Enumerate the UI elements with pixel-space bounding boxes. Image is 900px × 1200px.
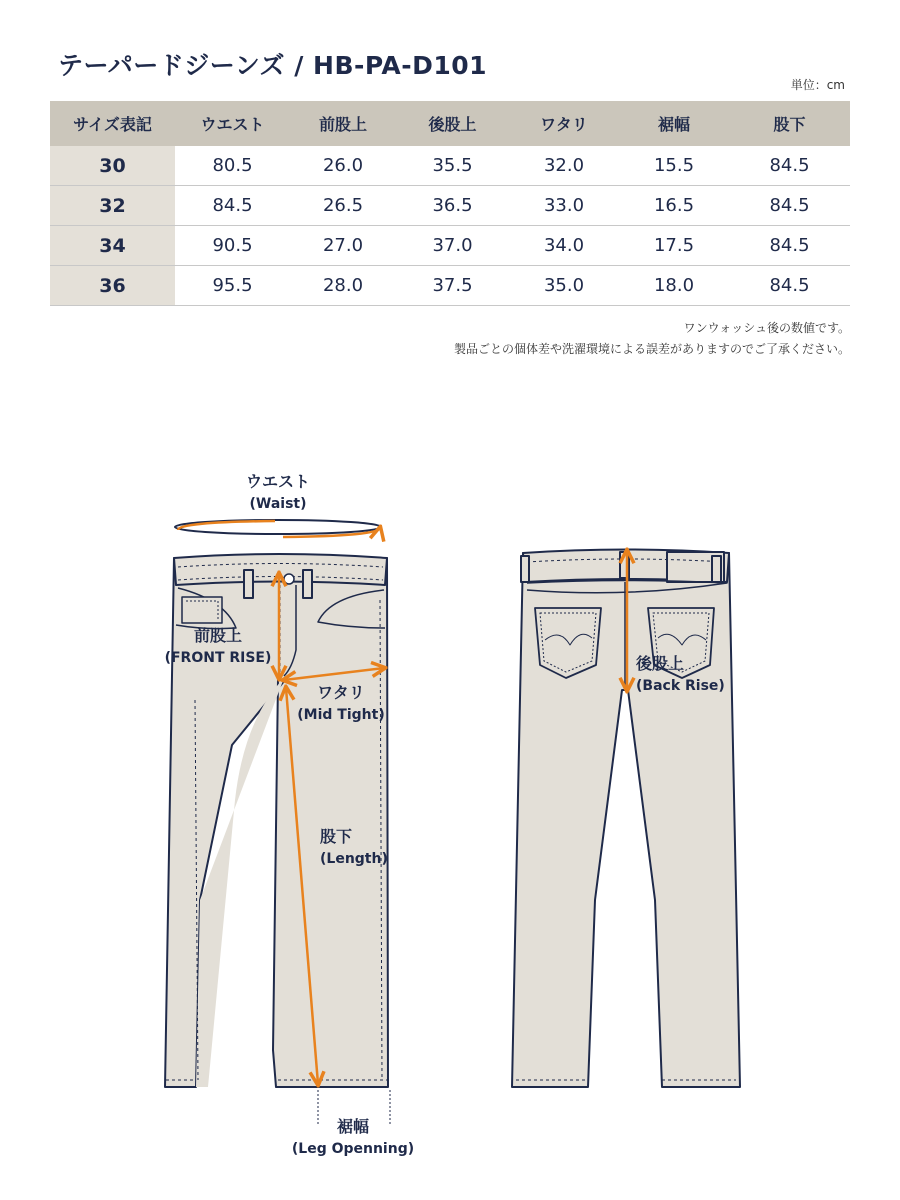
- table-cell: 15.5: [619, 146, 729, 186]
- table-cell: 95.5: [175, 266, 290, 306]
- length-label: [320, 826, 390, 870]
- size-cell: 34: [50, 226, 175, 266]
- header-size: サイズ表記: [50, 101, 175, 146]
- table-cell: 80.5: [175, 146, 290, 186]
- note-wash: ワンウォッシュ後の数値です。: [683, 321, 850, 335]
- note-variance: 製品ごとの個体差や洗濯環境による誤差がありますのでご了承ください。: [453, 342, 850, 356]
- back-rise-label-jp: 後股上: [636, 654, 685, 673]
- table-cell: 34.0: [509, 226, 619, 266]
- header-length: 股下: [729, 101, 850, 146]
- header-leg-opening: 裾幅: [619, 101, 729, 146]
- table-cell: 33.0: [509, 186, 619, 226]
- front-jeans-illustration: [165, 520, 388, 1087]
- belt-loop: [521, 556, 529, 582]
- table-cell: 37.0: [396, 226, 509, 266]
- header-back-rise: 後股上: [396, 101, 509, 146]
- belt-loop: [244, 570, 253, 598]
- front-waistband: [174, 554, 387, 585]
- header-waist: ウエスト: [175, 101, 290, 146]
- table-cell: 36.5: [396, 186, 509, 226]
- length-label-jp: 股下: [320, 827, 353, 846]
- table-cell: 35.5: [396, 146, 509, 186]
- front-rise-label-en: (FRONT RISE): [164, 650, 272, 666]
- waist-label-jp: ウエスト: [245, 472, 310, 491]
- table-cell: 84.5: [175, 186, 290, 226]
- header-mid-tight: ワタリ: [509, 101, 619, 146]
- table-cell: 37.5: [396, 266, 509, 306]
- belt-loop: [303, 570, 312, 598]
- page-title: テーパードジーンズ / HB-PA-D101: [58, 51, 488, 80]
- mid-tight-label-jp: ワタリ: [317, 683, 365, 702]
- table-cell: 90.5: [175, 226, 290, 266]
- mid-tight-label: [295, 682, 387, 726]
- mid-tight-label-en: (Mid Tight): [297, 707, 385, 723]
- size-cell: 36: [50, 266, 175, 306]
- table-cell: 32.0: [509, 146, 619, 186]
- table-cell: 28.0: [290, 266, 396, 306]
- table-cell: 84.5: [729, 226, 850, 266]
- button-icon: [284, 574, 294, 584]
- table-cell: 16.5: [619, 186, 729, 226]
- front-rise-label: [158, 625, 278, 669]
- table-cell: 84.5: [729, 146, 850, 186]
- table-cell: 26.0: [290, 146, 396, 186]
- leg-opening-label: [288, 1116, 418, 1160]
- header-front-rise: 前股上: [290, 101, 396, 146]
- table-cell: 18.0: [619, 266, 729, 306]
- table-cell: 26.5: [290, 186, 396, 226]
- table-cell: 35.0: [509, 266, 619, 306]
- size-cell: 32: [50, 186, 175, 226]
- belt-loop: [712, 556, 721, 582]
- length-label-en: (Length): [320, 851, 388, 867]
- table-cell: 17.5: [619, 226, 729, 266]
- back-pocket-left: [535, 608, 601, 678]
- waist-label-en: (Waist): [249, 496, 307, 512]
- table-cell: 27.0: [290, 226, 396, 266]
- table-cell: 84.5: [729, 266, 850, 306]
- unit-note: 単位：cm: [790, 78, 845, 92]
- waist-label: [228, 471, 328, 515]
- leg-opening-label-en: (Leg Openning): [291, 1141, 415, 1157]
- size-cell: 30: [50, 146, 175, 186]
- back-rise-label: [636, 653, 726, 697]
- back-rise-label-en: (Back Rise): [636, 678, 725, 694]
- leg-opening-label-jp: 裾幅: [336, 1117, 369, 1136]
- front-rise-label-jp: 前股上: [193, 626, 242, 645]
- table-cell: 84.5: [729, 186, 850, 226]
